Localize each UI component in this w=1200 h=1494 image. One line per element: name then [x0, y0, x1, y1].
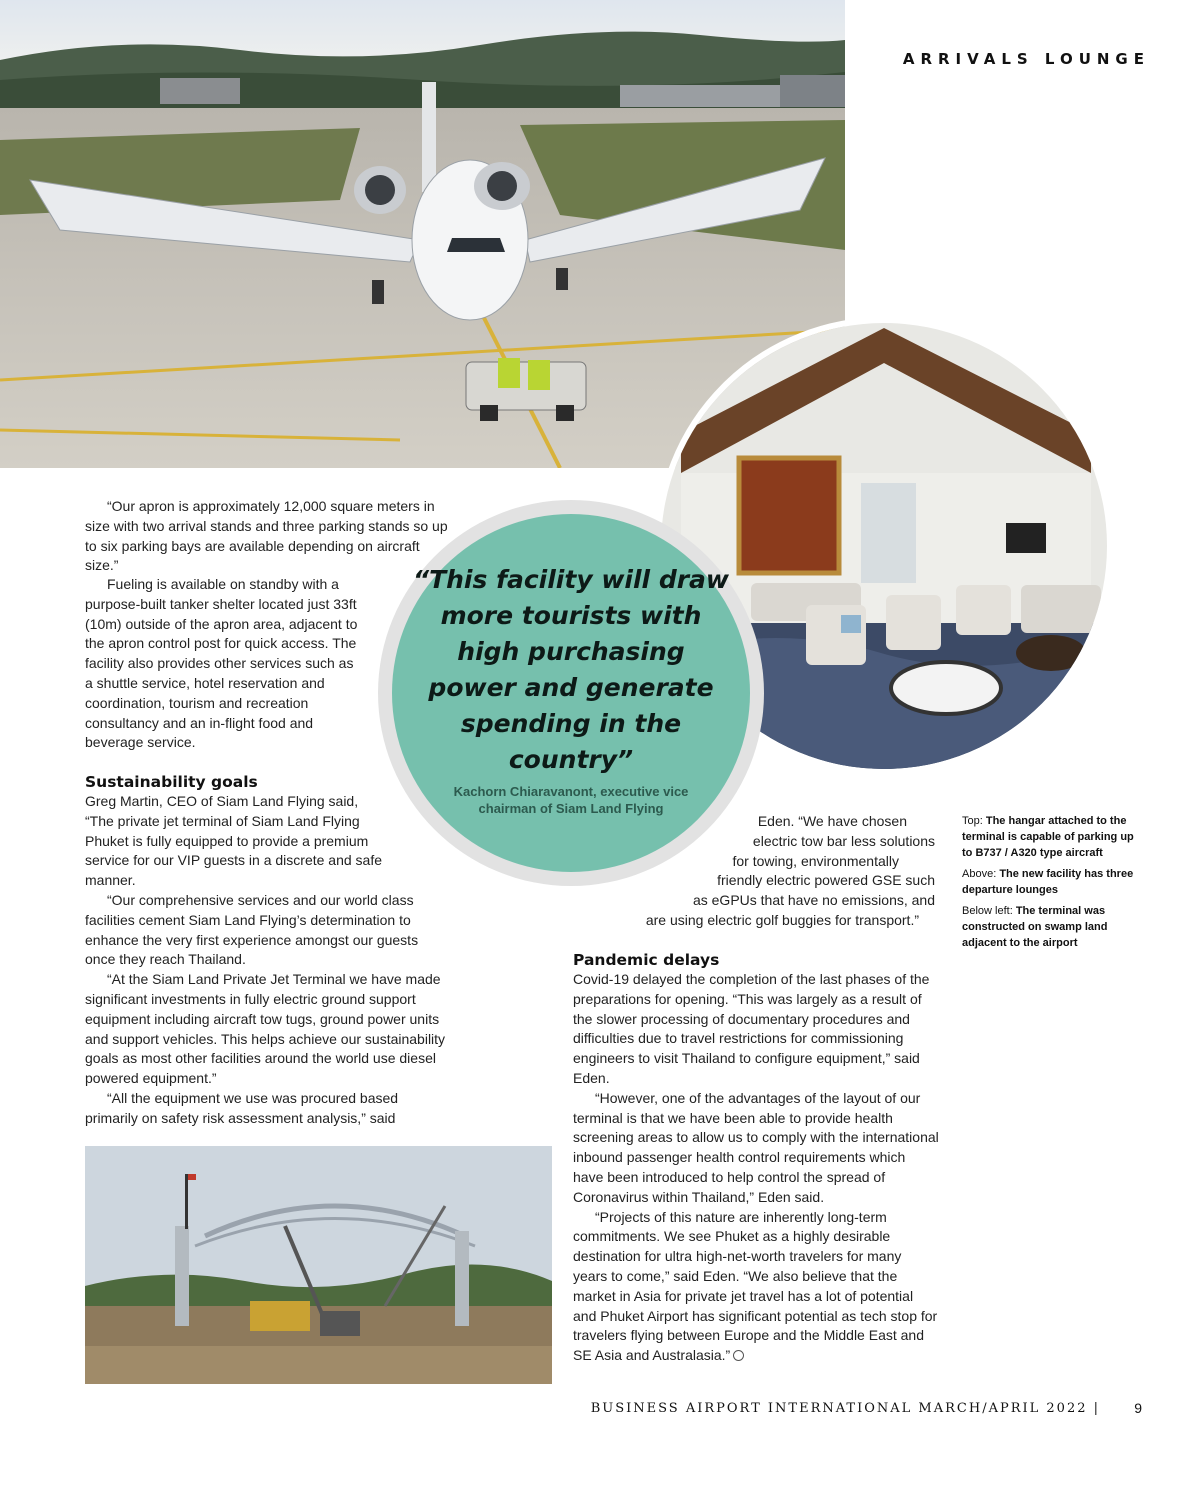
- paragraph-long-term-text: “Projects of this nature are inherently long-term commitments. We see Phuket as a highly desirable destination for ultra high-net-worth travelers for many years to come,” said Eden. “We also believe that the market in Asia for private jet travel has a lot of potential and Phuket Airport has significant potential as tech stop for travelers flying between Europe and the Middle East and SE Asia and Australasia.”: [573, 1208, 938, 1364]
- caption-above-label: Above:: [962, 868, 997, 880]
- caption-top: [962, 813, 1142, 861]
- heading-pandemic: Pandemic delays: [573, 951, 720, 969]
- left-column-fueling: [85, 575, 360, 753]
- pull-quote-text: “This facility will draw more tourists with high purchasing power and generate spending in the country”: [412, 565, 730, 774]
- left-column-bottom: [85, 891, 450, 1129]
- right-column-main: [573, 950, 939, 1366]
- footer-publication-name: BUSINESS AIRPORT INTERNATIONAL: [590, 1401, 913, 1416]
- wrap-line-3: for towing, environmentally: [732, 852, 899, 869]
- photo-captions: [962, 813, 1142, 956]
- caption-top-text: The hangar attached to the terminal is capable of parking up to B737 / A320 type aircraft: [962, 815, 1134, 859]
- wrap-line-2: electric tow bar less solutions: [752, 832, 935, 849]
- paragraph-covid: Covid-19 delayed the completion of the last phases of the preparations for opening. “This was largely as a result of the slower processing of documentary procedures and difficulties due to travel restrictions for commissioning engineers to visit Thailand to configure equipment,” said Eden.: [573, 971, 930, 1086]
- section-label: ARRIVALS LOUNGE: [902, 50, 1150, 68]
- paragraph-martin: Greg Martin, CEO of Siam Land Flying said, “The private jet terminal of Siam Land Flying Phuket is fully equipped to provide a premium service for our VIP guests in a discrete and safe manner.: [85, 793, 383, 889]
- wrap-line-5: as eGPUs that have no emissions, and: [692, 892, 935, 909]
- end-mark-icon: [733, 1350, 744, 1361]
- wrap-line-6: are using electric golf buggies for transport.”: [645, 911, 919, 928]
- paragraph-fueling: Fueling is available on standby with a purpose-built tanker shelter located just 33ft (10m) outside of the apron area, adjacent to the apron control post for quick access. The facility also provides other services such as a shuttle service, hotel reservation and coordination, tourism and recreation consultancy and an in-flight food and beverage service.: [85, 576, 358, 751]
- hangar-construction-photo: [85, 1146, 552, 1384]
- caption-below-left: [962, 903, 1142, 951]
- paragraph-apron: “Our apron is approximately 12,000 square meters in size with two arrival stands and three parking stands so up to six parking bays are available depending on aircraft size.”: [85, 498, 448, 574]
- paragraph-health-screening: “However, one of the advantages of the layout of our terminal is that we have been able to provide health screening areas to allow us to comply with the international inbound passenger health control requirements which have been introduced to help control the spread of Coronavirus within Thailand,” Eden said.: [573, 1089, 939, 1205]
- paragraph-investments: “At the Siam Land Private Jet Terminal we have made significant investments in fully electric ground support equipment including aircraft tow tugs, ground power units and support vehicles. This helps achieve our sustainability goals as most other facilities around the world use diesel powered equipment.”: [85, 971, 446, 1087]
- caption-below-left-label: Below left:: [962, 905, 1013, 917]
- caption-above: [962, 866, 1142, 898]
- caption-top-label: Top:: [962, 815, 983, 827]
- right-column-wrap: [560, 812, 935, 931]
- paragraph-long-term: [573, 1208, 939, 1366]
- left-column-sustainability: [85, 772, 385, 891]
- pull-quote-attribution: Kachorn Chiaravanont, executive vice chairman of Siam Land Flying: [453, 784, 689, 816]
- heading-sustainability: Sustainability goals: [85, 773, 258, 791]
- paragraph-equipment: “All the equipment we use was procured based primarily on safety risk assessment analysis,” said: [85, 1089, 399, 1126]
- caption-above-text: The new facility has three departure lounges: [962, 868, 1134, 896]
- footer-publication: [560, 1401, 1100, 1416]
- caption-below-left-text: The terminal was constructed on swamp land adjacent to the airport: [962, 905, 1108, 949]
- footer-issue: MARCH/APRIL 2022 |: [918, 1401, 1100, 1416]
- wrap-line-1: Eden. “We have chosen: [757, 813, 907, 829]
- left-column-top: [85, 497, 450, 576]
- paragraph-services: “Our comprehensive services and our world class facilities cement Siam Land Flying’s determination to enhance the very first experience amongst our guests once they reach Thailand.: [85, 892, 419, 968]
- footer-page-number: 9: [1134, 1400, 1142, 1416]
- wrap-line-4: friendly electric powered GSE such: [717, 872, 935, 889]
